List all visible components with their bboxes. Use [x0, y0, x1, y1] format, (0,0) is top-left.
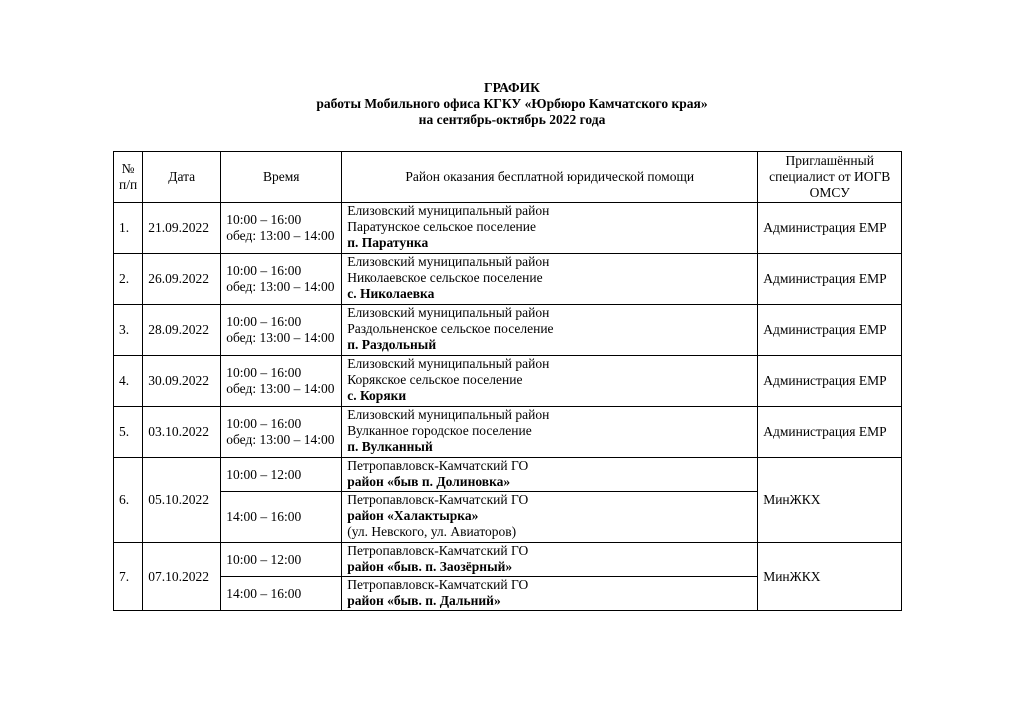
- row-time: 10:00 – 12:00: [221, 543, 342, 577]
- row-number: 1.: [114, 203, 143, 254]
- row-specialist: МинЖКХ: [758, 543, 902, 611]
- row-time: 10:00 – 16:00 обед: 13:00 – 14:00: [221, 305, 342, 356]
- row-number: 7.: [114, 543, 143, 611]
- row-time: 10:00 – 16:00 обед: 13:00 – 14:00: [221, 356, 342, 407]
- row-specialist: Администрация ЕМР: [758, 305, 902, 356]
- row-specialist: Администрация ЕМР: [758, 203, 902, 254]
- row-area: Елизовский муниципальный район Корякское сельское поселение с. Коряки: [342, 356, 758, 407]
- row-date: 21.09.2022: [143, 203, 221, 254]
- row-date: 05.10.2022: [143, 458, 221, 543]
- row-date: 26.09.2022: [143, 254, 221, 305]
- row-number: 5.: [114, 407, 143, 458]
- title-line-1: ГРАФИК: [484, 80, 540, 95]
- row-number: 3.: [114, 305, 143, 356]
- row-area: Елизовский муниципальный район Паратунское сельское поселение п. Паратунка: [342, 203, 758, 254]
- header-specialist: Приглашённый специалист от ИОГВ ОМСУ: [758, 152, 902, 203]
- row-date: 30.09.2022: [143, 356, 221, 407]
- row-time: 14:00 – 16:00: [221, 577, 342, 611]
- row-time: 14:00 – 16:00: [221, 492, 342, 543]
- table-row: [114, 543, 902, 577]
- row-specialist: Администрация ЕМР: [758, 254, 902, 305]
- row-specialist: Администрация ЕМР: [758, 356, 902, 407]
- table-row: [114, 407, 902, 458]
- table-row: [114, 458, 902, 492]
- row-area: Петропавловск-Камчатский ГО район «быв п. Долиновка»: [342, 458, 758, 492]
- row-time: 10:00 – 16:00 обед: 13:00 – 14:00: [221, 254, 342, 305]
- header-area: Район оказания бесплатной юридической помощи: [342, 152, 758, 203]
- row-date: 28.09.2022: [143, 305, 221, 356]
- row-area: Петропавловск-Камчатский ГО район «Халактырка» (ул. Невского, ул. Авиаторов): [342, 492, 758, 543]
- schedule-body: [114, 203, 902, 611]
- title-line-3: на сентябрь-октябрь 2022 года: [418, 112, 606, 127]
- row-number: 2.: [114, 254, 143, 305]
- table-row: [114, 203, 902, 254]
- row-time: 10:00 – 16:00 обед: 13:00 – 14:00: [221, 203, 342, 254]
- row-area: Петропавловск-Камчатский ГО район «быв. п. Дальний»: [342, 577, 758, 611]
- header-date: Дата: [143, 152, 221, 203]
- table-row: [114, 254, 902, 305]
- row-number: 4.: [114, 356, 143, 407]
- row-specialist: Администрация ЕМР: [758, 407, 902, 458]
- schedule-table: [113, 151, 902, 611]
- row-date: 07.10.2022: [143, 543, 221, 611]
- document-title: [0, 80, 1024, 128]
- header-time: Время: [221, 152, 342, 203]
- row-area: Елизовский муниципальный район Раздольненское сельское поселение п. Раздольный: [342, 305, 758, 356]
- row-area: Елизовский муниципальный район Вулканное городское поселение п. Вулканный: [342, 407, 758, 458]
- row-number: 6.: [114, 458, 143, 543]
- title-line-2: работы Мобильного офиса КГКУ «Юрбюро Камчатского края»: [316, 96, 708, 111]
- table-row: [114, 356, 902, 407]
- table-row: [114, 305, 902, 356]
- row-area: Елизовский муниципальный район Николаевское сельское поселение с. Николаевка: [342, 254, 758, 305]
- row-date: 03.10.2022: [143, 407, 221, 458]
- row-time: 10:00 – 16:00 обед: 13:00 – 14:00: [221, 407, 342, 458]
- row-time: 10:00 – 12:00: [221, 458, 342, 492]
- header-row: [114, 152, 902, 203]
- header-num: № п/п: [114, 152, 143, 203]
- row-area: Петропавловск-Камчатский ГО район «быв. п. Заозёрный»: [342, 543, 758, 577]
- row-specialist: МинЖКХ: [758, 458, 902, 543]
